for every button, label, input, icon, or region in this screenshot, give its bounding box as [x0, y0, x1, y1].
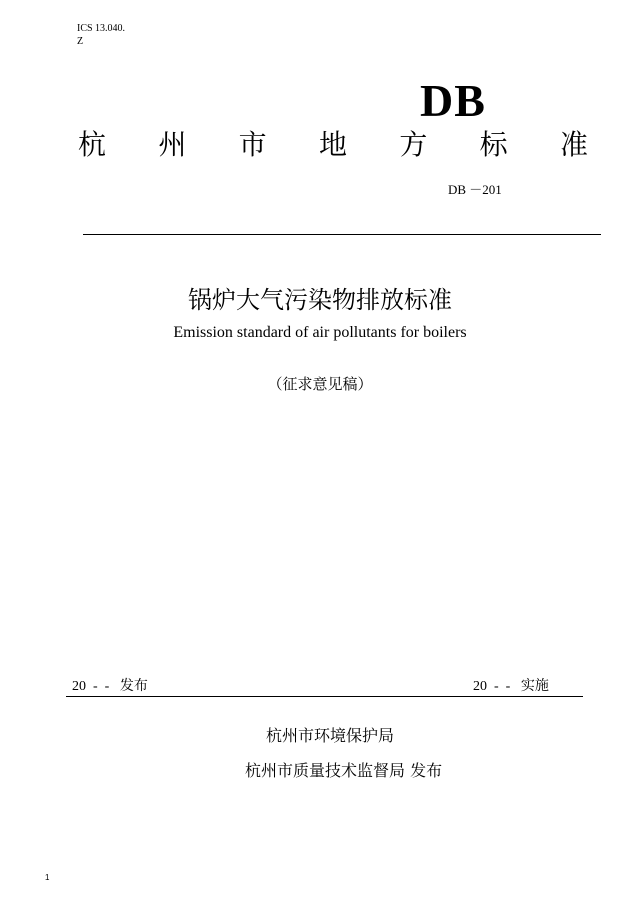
- standard-type-title: [78, 128, 588, 162]
- draft-note: （征求意见稿）: [267, 375, 373, 393]
- standard-number: DB －201: [448, 182, 502, 197]
- publish-date: 20 - - 发布: [72, 679, 148, 694]
- title-char: 标: [479, 128, 508, 161]
- document-title-english: Emission standard of air pollutants for boilers: [173, 324, 467, 341]
- title-char: 方: [399, 128, 428, 161]
- implement-date: 20 - - 实施: [473, 679, 549, 694]
- classification-line: Z: [77, 36, 84, 47]
- title-char: 地: [318, 128, 347, 161]
- bottom-divider: [66, 696, 583, 697]
- title-char: 州: [158, 128, 187, 161]
- issuer-quality-bureau: 杭州市质量技术监督局 发布: [245, 761, 443, 780]
- db-logo: DB: [420, 75, 486, 126]
- ics-line: ICS 13.040.: [77, 23, 126, 34]
- page-number: 1: [45, 873, 50, 882]
- title-char: 准: [559, 128, 588, 161]
- issuer-environmental-bureau: 杭州市环境保护局: [266, 726, 395, 745]
- top-divider: [83, 234, 601, 235]
- title-char: 杭: [78, 128, 107, 161]
- title-char: 市: [238, 128, 267, 161]
- document-title: 锅炉大气污染物排放标准: [188, 286, 452, 314]
- ics-code: [77, 22, 125, 48]
